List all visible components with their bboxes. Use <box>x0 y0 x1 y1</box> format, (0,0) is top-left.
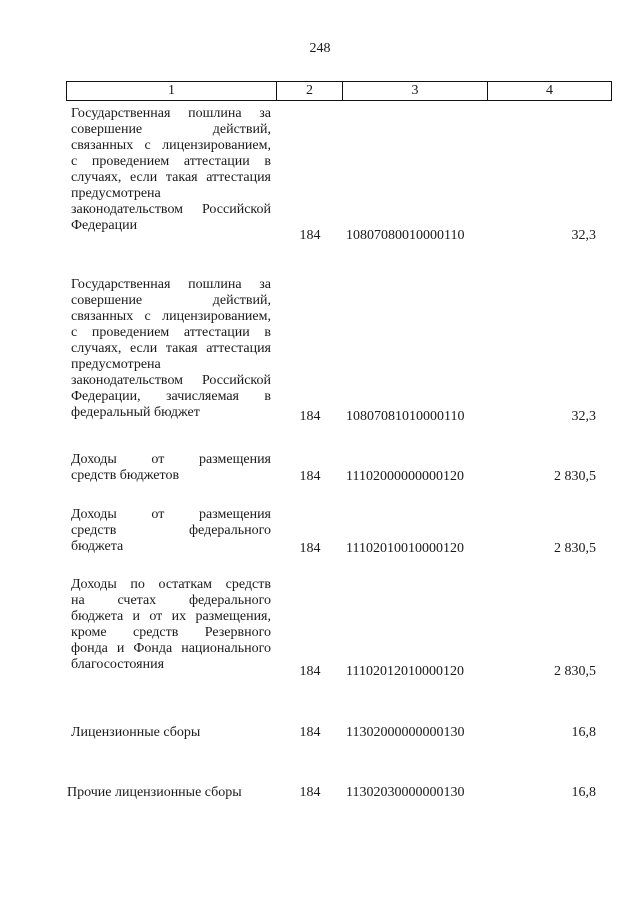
amount: 2 830,5 <box>554 664 596 679</box>
description-line: Доходы от размещения <box>71 452 271 467</box>
description-line: совершение действий, <box>71 122 271 137</box>
admin-code: 184 <box>299 725 321 740</box>
row-description <box>71 106 271 234</box>
row-description <box>71 507 271 555</box>
description-line: связанных с лицензированием, <box>71 138 271 153</box>
amount: 32,3 <box>571 409 596 424</box>
budget-code: 11302030000000130 <box>346 785 465 800</box>
row-description <box>71 577 271 673</box>
amount: 2 830,5 <box>554 469 596 484</box>
description-line: бюджета <box>71 539 124 554</box>
row-description <box>71 452 271 484</box>
column-header-3: 3 <box>343 82 488 101</box>
amount: 16,8 <box>571 785 596 800</box>
budget-code: 11102000000000120 <box>346 469 464 484</box>
description-line: Федерации <box>71 218 138 233</box>
admin-code: 184 <box>299 409 321 424</box>
description-line: с проведением аттестации в <box>71 154 271 169</box>
page-number: 248 <box>309 41 331 56</box>
row-description <box>71 725 271 741</box>
row-description <box>71 277 271 421</box>
admin-code: 184 <box>299 541 321 556</box>
description-line: предусмотрена <box>71 186 161 201</box>
column-header-4: 4 <box>488 82 612 101</box>
description-line: законодательством Российской <box>71 202 271 217</box>
description-line: Государственная пошлина за <box>71 106 271 121</box>
column-header-row <box>67 82 612 101</box>
amount: 16,8 <box>571 725 596 740</box>
budget-code: 10807080010000110 <box>346 228 465 243</box>
row-description <box>67 785 297 801</box>
description-line: случаях, если такая аттестация <box>71 341 271 356</box>
admin-code: 184 <box>299 469 321 484</box>
column-header-2: 2 <box>277 82 343 101</box>
description-line: Государственная пошлина за <box>71 277 271 292</box>
description-line: кроме средств Резервного <box>71 625 271 640</box>
description-line: совершение действий, <box>71 293 271 308</box>
description-line: Доходы по остаткам средств <box>71 577 271 592</box>
description-line: средств федерального <box>71 523 271 538</box>
admin-code: 184 <box>299 228 321 243</box>
description-line: с проведением аттестации в <box>71 325 271 340</box>
description-line: связанных с лицензированием, <box>71 309 271 324</box>
description-line: бюджета и от их размещения, <box>71 609 271 624</box>
amount: 2 830,5 <box>554 541 596 556</box>
budget-code: 11102010010000120 <box>346 541 464 556</box>
budget-code: 10807081010000110 <box>346 409 465 424</box>
amount: 32,3 <box>571 228 596 243</box>
description-line: федеральный бюджет <box>71 405 200 420</box>
budget-code: 11302000000000130 <box>346 725 465 740</box>
description-line: законодательством Российской <box>71 373 271 388</box>
description-line: на счетах федерального <box>71 593 271 608</box>
column-header-1: 1 <box>67 82 277 101</box>
description-line: Лицензионные сборы <box>71 725 201 740</box>
description-line: благосостояния <box>71 657 165 672</box>
description-line: Доходы от размещения <box>71 507 271 522</box>
admin-code: 184 <box>299 785 321 800</box>
budget-code: 11102012010000120 <box>346 664 464 679</box>
column-header-table <box>66 81 612 101</box>
admin-code: 184 <box>299 664 321 679</box>
description-line: случаях, если такая аттестация <box>71 170 271 185</box>
description-line: средств бюджетов <box>71 468 180 483</box>
description-line: предусмотрена <box>71 357 161 372</box>
description-line: фонда и Фонда национального <box>71 641 271 656</box>
description-line: Федерации, зачисляемая в <box>71 389 271 404</box>
description-line: Прочие лицензионные сборы <box>67 785 242 800</box>
